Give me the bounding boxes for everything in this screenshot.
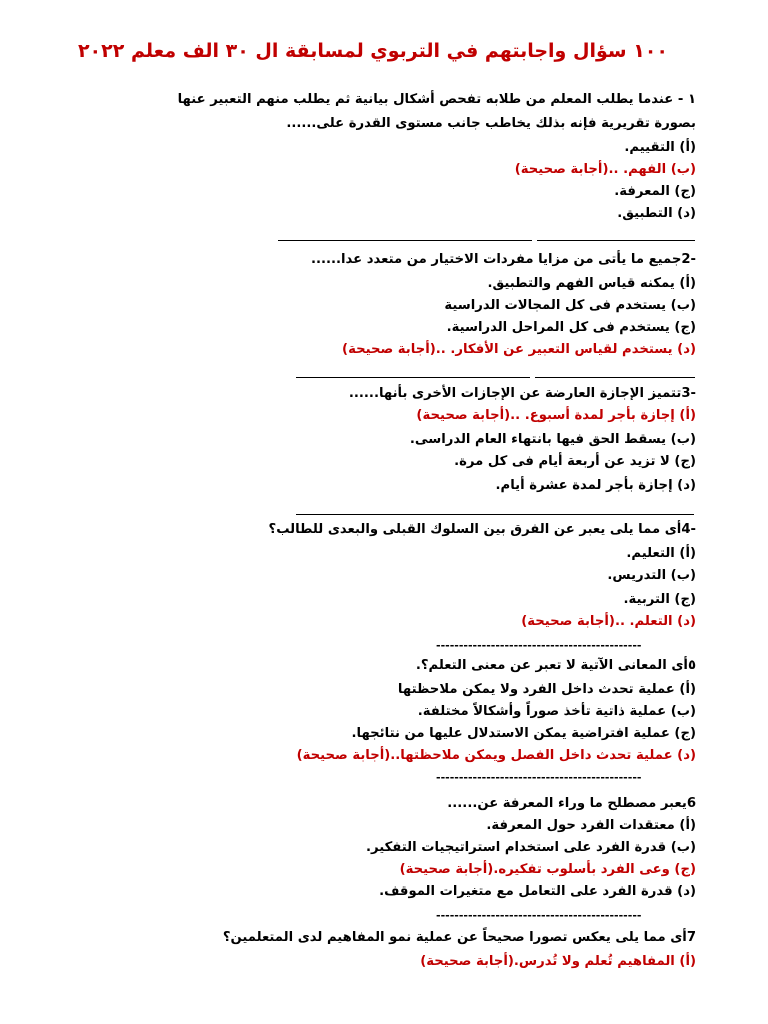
q6-option-b: (ب) قدرة الفرد على استخدام استراتيجيات التفكير. — [366, 840, 696, 855]
page-title: ١٠٠ سؤال واجابتهم في التربوي لمسابقة ال ٣٠ الف معلم ٢٠٢٢ — [77, 40, 668, 62]
question-6-text: 6يعبر مصطلح ما وراء المعرفة عن...... — [447, 796, 696, 811]
q2-option-d-correct: (د) يستخدم لقياس التعبير عن الأفكار. ..(أجابة صحيحة) — [342, 342, 696, 357]
q6-option-c-correct: (ج) وعى الفرد بأسلوب تفكيره.(أجابة صحيحة) — [399, 862, 696, 877]
separator-rule — [296, 377, 530, 378]
q3-option-b: (ب) يسقط الحق فيها بانتهاء العام الدراسى. — [409, 432, 696, 447]
q1-option-c: (ج) المعرفة. — [614, 184, 696, 199]
q5-option-d-correct: (د) عملية تحدث داخل الفصل ويمكن ملاحظتها..(أجابة صحيحة) — [296, 748, 696, 763]
q5-option-c: (ج) عملية افتراضية يمكن الاستدلال عليها من نتائجها. — [351, 726, 696, 741]
question-5-text: ٥أى المعانى الآتية لا تعبر عن معنى التعلم؟. — [415, 658, 696, 673]
q5-option-b: (ب) عملية ذاتية تأخذ صوراً وأشكالاً مختلفة. — [417, 704, 696, 719]
question-3-text: -3تتميز الإجازة العارضة عن الإجازات الأخرى بأنها...... — [348, 386, 696, 401]
q3-option-c: (ج) لا تزيد عن أربعة أيام فى كل مرة. — [454, 454, 696, 469]
separator-rule — [535, 377, 695, 378]
question-1-line-2: بصورة تقريرية فإنه بذلك يخاطب جانب مستوى القدرة على...... — [286, 116, 696, 131]
q2-option-b: (ب) يستخدم فى كل المجالات الدراسية — [444, 298, 696, 313]
q1-option-a: (أ) التقييم. — [624, 140, 696, 155]
q3-option-d: (د) إجازة بأجر لمدة عشرة أيام. — [495, 478, 696, 493]
q4-option-d-correct: (د) التعلم. ..(أجابة صحيحة) — [521, 614, 696, 629]
dashed-separator: --------------------------------------------- — [436, 640, 642, 652]
question-1-line-1: ١ - عندما يطلب المعلم من طلابه تفحص أشكال بيانية ثم يطلب منهم التعبير عنها — [177, 92, 696, 107]
q2-option-a: (أ) يمكنه قياس الفهم والتطبيق. — [487, 276, 696, 291]
q1-option-d: (د) التطبيق. — [617, 206, 696, 221]
dashed-separator: --------------------------------------------- — [436, 772, 642, 784]
separator-rule — [296, 514, 694, 515]
q3-option-a-correct: (أ) إجازة بأجر لمدة أسبوع. ..(أجابة صحيحة) — [416, 408, 696, 423]
q5-option-a: (أ) عملية تحدث داخل الفرد ولا يمكن ملاحظتها — [397, 682, 696, 697]
q4-option-b: (ب) التدريس. — [607, 568, 696, 583]
question-4-text: -4أى مما يلى يعبر عن الفرق بين السلوك القبلى والبعدى للطالب؟ — [268, 522, 696, 537]
dashed-separator: --------------------------------------------- — [436, 910, 642, 922]
q6-option-a: (أ) معتقدات الفرد حول المعرفة. — [486, 818, 696, 833]
q4-option-c: (ج) التربية. — [623, 592, 696, 607]
q4-option-a: (أ) التعليم. — [626, 546, 696, 561]
q7-option-a-correct: (أ) المفاهيم تُعلم ولا تُدرس.(أجابة صحيحة) — [420, 954, 696, 969]
separator-rule — [537, 240, 695, 241]
q1-option-b-correct: (ب) الفهم. ..(أجابة صحيحة) — [514, 162, 696, 177]
question-2-text: -2جميع ما يأتى من مزايا مفردات الاختيار من متعدد عدا...... — [310, 252, 696, 267]
q6-option-d: (د) قدرة الفرد على التعامل مع متغيرات الموقف. — [379, 884, 696, 899]
q2-option-c: (ج) يستخدم فى كل المراحل الدراسية. — [446, 320, 696, 335]
separator-rule — [278, 240, 532, 241]
question-7-text: 7أى مما يلى يعكس تصورا صحيحاً عن عملية نمو المفاهيم لدى المتعلمين؟ — [222, 930, 696, 945]
